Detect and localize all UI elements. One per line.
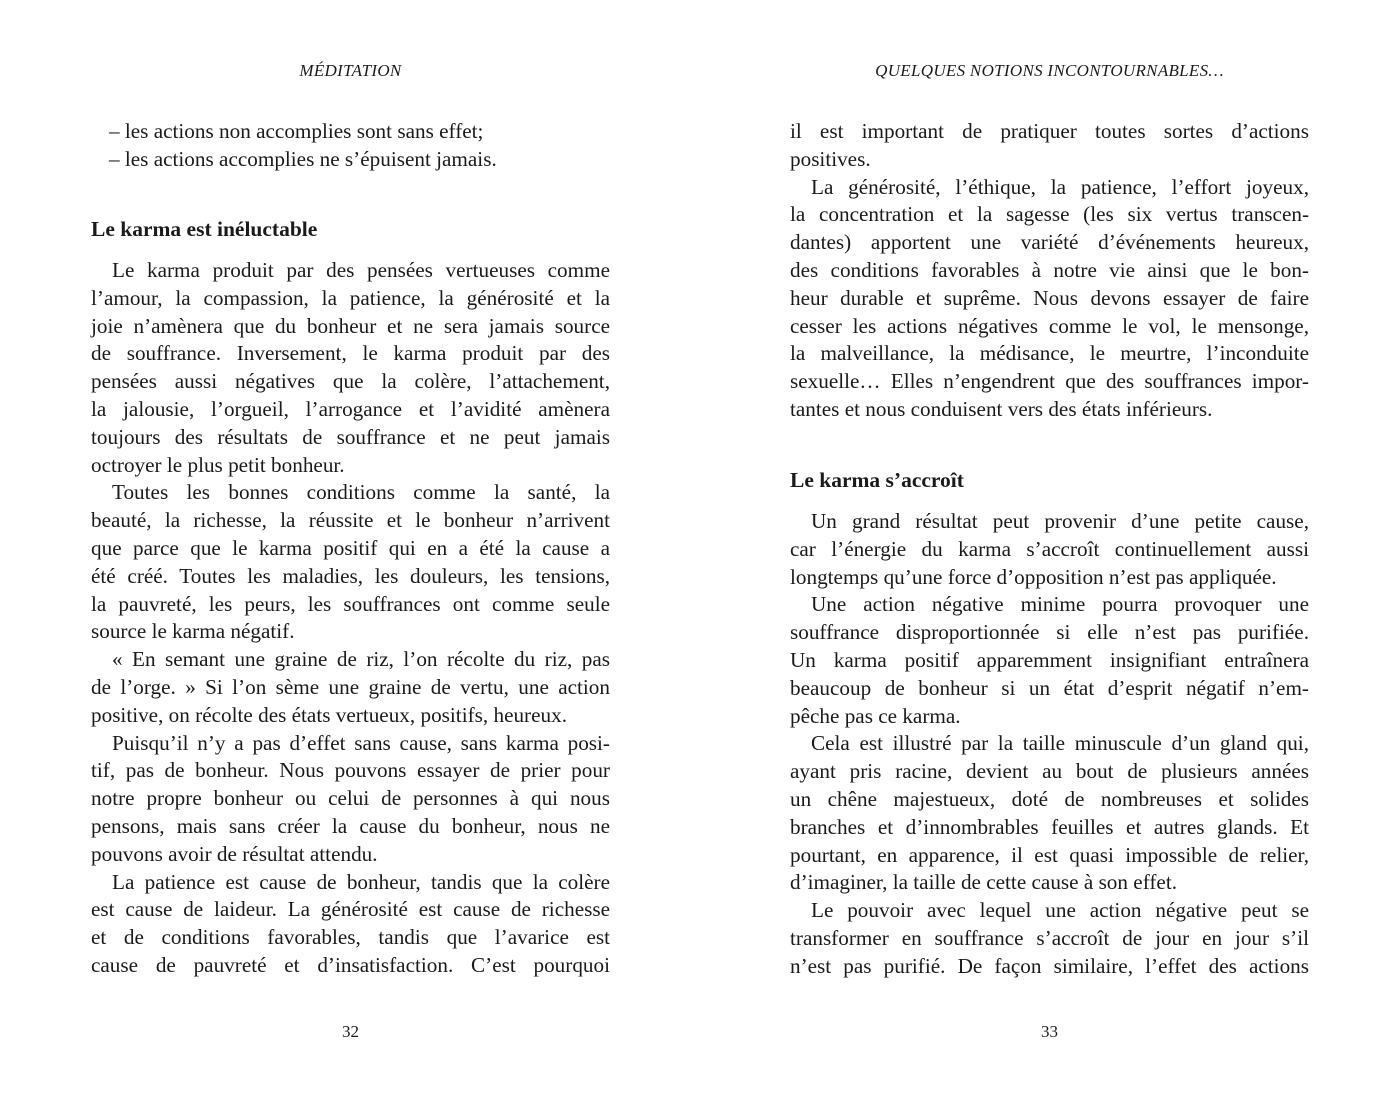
text-line: transformer en souffrance s’accroît de jour en jour s’il <box>790 925 1309 950</box>
left-page <box>91 0 610 1115</box>
list-item: – les actions non accomplies sont sans effet; <box>109 119 484 143</box>
list-item: – les actions accomplies ne s’épuisent jamais. <box>109 146 497 171</box>
text-line: et de conditions favorables, tandis que l’avarice est <box>91 925 610 950</box>
running-head: MÉDITATION <box>299 61 402 80</box>
text-line: notre propre bonheur ou celui de personnes à qui nous <box>91 786 610 811</box>
text-line: pêche pas ce karma. <box>790 703 961 728</box>
text-line: souffrance disproportionnée si elle n’est pas purifiée. <box>790 620 1309 645</box>
text-line: que parce que le karma positif qui en a été la cause a <box>91 535 610 560</box>
text-line: Un karma positif apparemment insignifiant entraînera <box>790 647 1309 672</box>
text-line: « En semant une graine de riz, l’on récolte du riz, pas <box>112 647 610 672</box>
body-text <box>790 508 1309 981</box>
text-line: l’amour, la compassion, la patience, la générosité et la <box>91 285 610 310</box>
section-heading: Le karma est inéluctable <box>91 217 318 241</box>
text-line: Puisqu’il n’y a pas d’effet sans cause, sans karma posi- <box>112 730 610 755</box>
text-line: la pauvreté, les peurs, les souffrances ont comme seule <box>91 591 610 616</box>
text-line: car l’énergie du karma s’accroît continuellement aussi <box>790 536 1309 561</box>
right-page <box>790 0 1309 1115</box>
text-line: la malveillance, la médisance, le meurtre, l’inconduite <box>790 341 1309 366</box>
page-number: 32 <box>342 1022 359 1041</box>
text-line: sexuelle… Elles n’engendrent que des souffrances impor- <box>790 369 1309 394</box>
text-line: un chêne majestueux, doté de nombreuses et solides <box>790 786 1309 811</box>
text-line: pensées aussi négatives que la colère, l’attachement, <box>91 369 610 394</box>
body-text <box>790 118 1309 424</box>
text-line: cesser les actions négatives comme le vol, le mensonge, <box>790 313 1309 338</box>
text-line: la jalousie, l’orgueil, l’arrogance et l’avidité amènera <box>91 396 610 421</box>
text-line: La patience est cause de bonheur, tandis que la colère <box>112 869 610 894</box>
text-line: d’imaginer, la taille de cette cause à son effet. <box>790 870 1178 895</box>
text-line: des conditions favorables à notre vie ainsi que le bon- <box>790 257 1309 282</box>
text-line: été créé. Toutes les maladies, les douleurs, les tensions, <box>91 563 610 588</box>
text-line: La générosité, l’éthique, la patience, l’effort joyeux, <box>811 174 1309 199</box>
body-text <box>91 257 610 980</box>
text-line: heur durable et suprême. Nous devons essayer de faire <box>790 285 1309 310</box>
text-line: pourtant, en apparence, il est quasi impossible de relier, <box>790 842 1309 867</box>
text-line: positives. <box>790 146 871 171</box>
text-line: ayant pris racine, devient au bout de plusieurs années <box>790 759 1309 784</box>
text-line: beauté, la richesse, la réussite et le bonheur n’arrivent <box>91 508 610 533</box>
text-line: longtemps qu’une force d’opposition n’est pas appliquée. <box>790 564 1277 589</box>
text-line: Un grand résultat peut provenir d’une petite cause, <box>811 509 1309 533</box>
text-line: toujours des résultats de souffrance et ne peut jamais <box>91 424 610 449</box>
text-line: pouvons avoir de résultat attendu. <box>91 841 378 866</box>
text-line: octroyer le plus petit bonheur. <box>91 452 345 477</box>
section-heading: Le karma s’accroît <box>790 468 964 492</box>
bullet-list <box>91 118 610 174</box>
text-line: dantes) apportent une variété d’événements heureux, <box>790 230 1309 255</box>
page-number: 33 <box>1041 1022 1058 1041</box>
text-line: Le karma produit par des pensées vertueuses comme <box>112 258 610 282</box>
running-head: QUELQUES NOTIONS INCONTOURNABLES… <box>875 61 1224 80</box>
text-line: il est important de pratiquer toutes sortes d’actions <box>790 119 1309 143</box>
text-line: n’est pas purifié. De façon similaire, l’effet des actions <box>790 953 1309 978</box>
text-line: branches et d’innombrables feuilles et autres glands. Et <box>790 814 1309 839</box>
text-line: pensons, mais sans créer la cause du bonheur, nous ne <box>91 813 610 838</box>
text-line: positive, on récolte des états vertueux, positifs, heureux. <box>91 702 568 727</box>
text-line: de l’orge. » Si l’on sème une graine de vertu, une action <box>91 674 610 699</box>
text-line: Le pouvoir avec lequel une action négative peut se <box>811 898 1309 923</box>
text-line: Cela est illustré par la taille minuscule d’un gland qui, <box>811 731 1309 756</box>
text-line: cause de pauvreté et d’insatisfaction. C’est pourquoi <box>91 952 610 977</box>
text-line: beaucoup de bonheur si un état d’esprit négatif n’em- <box>790 675 1309 700</box>
text-line: Une action négative minime pourra provoquer une <box>811 592 1309 617</box>
text-line: de souffrance. Inversement, le karma produit par des <box>91 341 610 366</box>
text-line: tantes et nous conduisent vers des états inférieurs. <box>790 396 1213 421</box>
text-line: tif, pas de bonheur. Nous pouvons essayer de prier pour <box>91 758 610 783</box>
text-line: la concentration et la sagesse (les six vertus transcen- <box>790 202 1309 227</box>
text-line: source le karma négatif. <box>91 619 295 644</box>
text-line: est cause de laideur. La générosité est cause de richesse <box>91 897 610 922</box>
text-line: Toutes les bonnes conditions comme la santé, la <box>112 480 610 505</box>
text-line: joie n’amènera que du bonheur et ne sera jamais source <box>91 313 610 338</box>
